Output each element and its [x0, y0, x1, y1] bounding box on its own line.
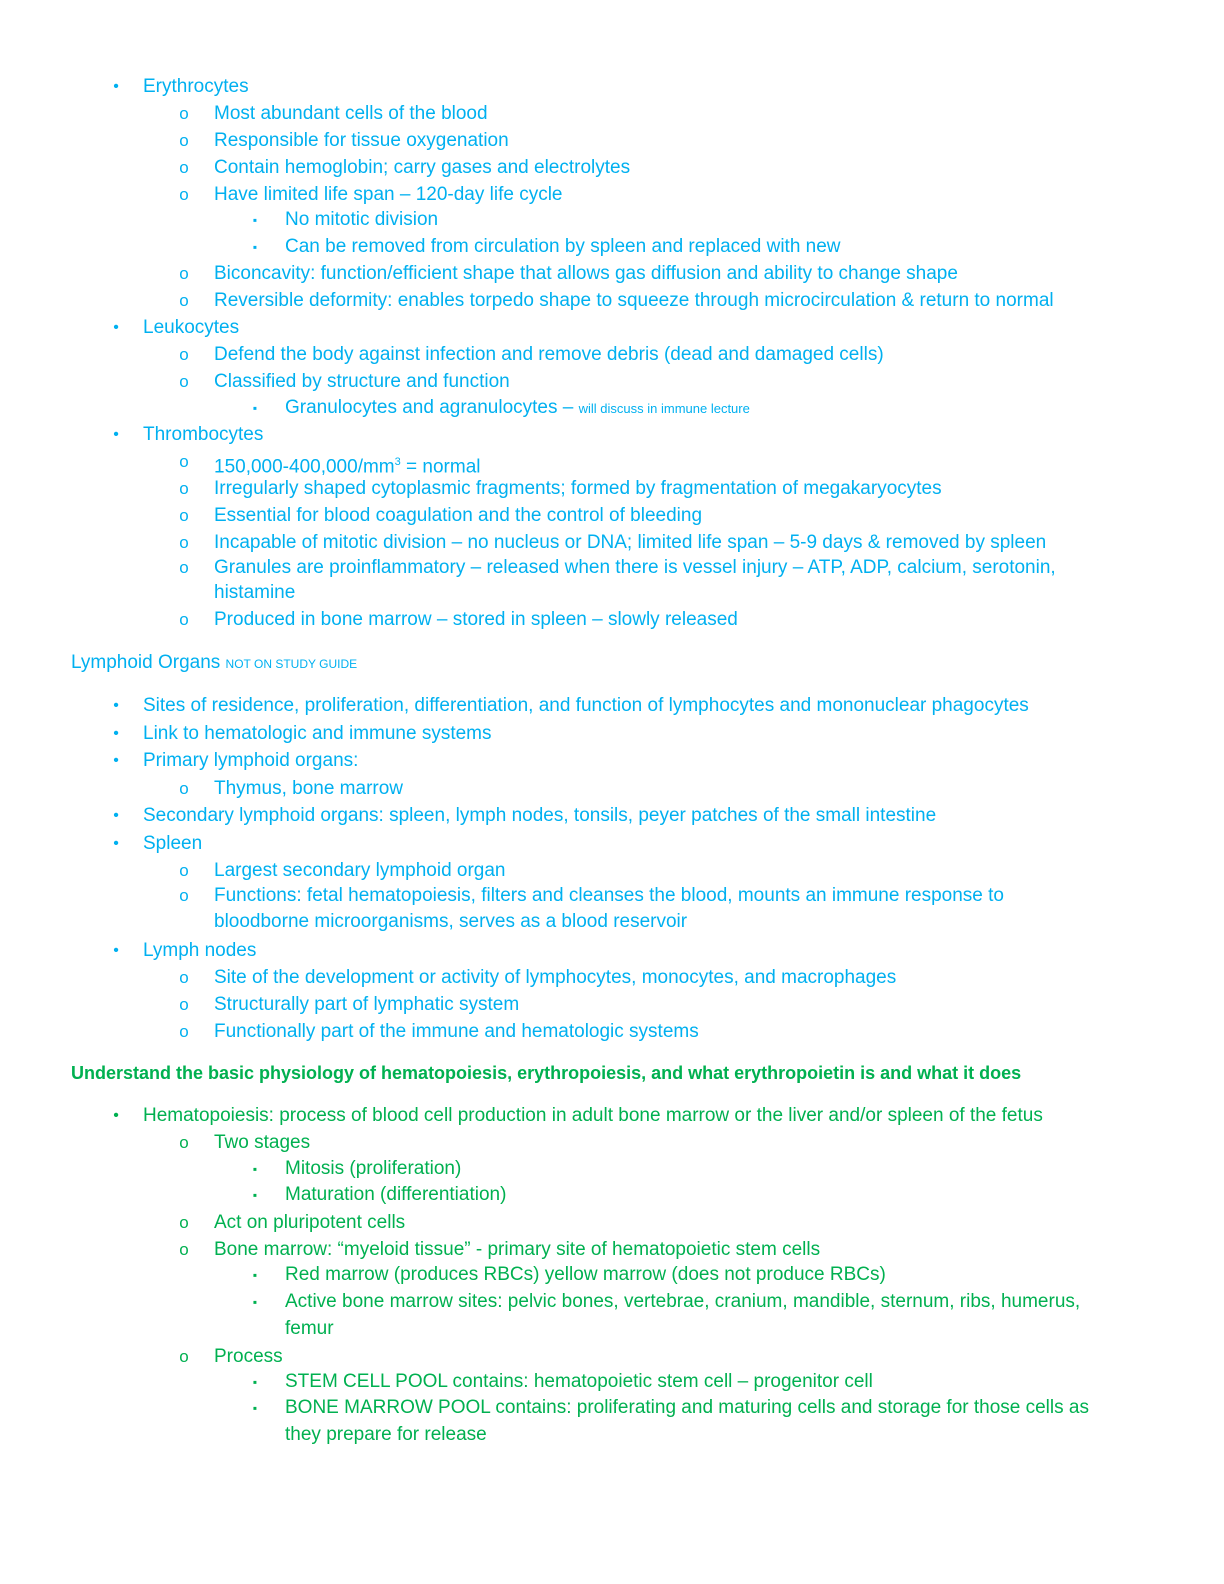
circle-bullet-icon: o — [179, 264, 189, 283]
circle-bullet-icon: o — [179, 345, 189, 364]
square-bullet-icon: ▪ — [252, 1375, 258, 1389]
square-bullet-icon: ▪ — [252, 1268, 258, 1282]
bullet-icon: • — [113, 426, 119, 443]
square-bullet-icon: ▪ — [252, 1162, 258, 1176]
circle-bullet-icon: o — [179, 131, 189, 150]
circle-bullet-icon: o — [179, 995, 189, 1014]
circle-bullet-icon: o — [179, 533, 189, 552]
lecture-note: will discuss in immune lecture — [578, 401, 750, 416]
bullet-icon: • — [113, 78, 119, 95]
circle-bullet-icon: o — [179, 291, 189, 310]
bullet-icon: • — [113, 697, 119, 714]
circle-bullet-icon: o — [179, 185, 189, 204]
bullet-icon: • — [113, 319, 119, 336]
circle-bullet-icon: o — [179, 1240, 189, 1259]
document-page: • Erythrocytes o Most abundant cells of the blood o Responsible for tissue oxygenation o Contain hemoglobin; carry gases and electrolytes o Have limited life span – 120-day life cycle ▪ No mitotic division ▪ Can be removed from circulation by spleen and replaced with new o Biconcavity: function/efficient shape that allows gas diffusion and ability to change shape o Reversible deformity: enables torpedo shape to squeeze through microcirculation & return to normal • Leukocytes o Defend the body against infection and remove debris (dead and damaged cells) o Classified by structure and function ▪ Granulocytes and agranulocytes – will discuss in immune lecture • Thrombocytes o $150,000-400,000/mm^3$ = normal o Irregularly shaped cytoplasmic fragments; formed by fragmentation of megakaryocytes o Essential for blood coagulation and the control of bleeding o Incapable of mitotic division – no nucleus or DNA; limited life span – 5-9 days & removed by spleen o Granules are proinflammatory – released when there is vessel injury – ATP, ADP, calcium, serotonin, histamine o Produced in bone marrow – stored in spleen – slowly released Lymphoid Organs NOT ON STUDY GUIDE • Sites of residence, proliferation, differentiation, and function of lymphocytes and mononuclear phagocytes • Link to hematologic and immune systems • Primary lymphoid organs: o Thymus, bone marrow • Secondary lymphoid organs: spleen, lymph nodes, tonsils, peyer patches of the small intestine • Spleen o Largest secondary lymphoid organ o Functions: fetal hematopoiesis, filters and cleanses the blood, mounts an immune response to bloodborne microorganisms, serves as a blood reservoir • Lymph nodes o Site of the development or activity of lymphocytes, monocytes, and macrophages o Structurally part of lymphatic system o Functionally part of the immune and hematologic systems Understand the basic physiology of hematopoiesis, erythropoiesis, and what erythropoietin is and what it does • Hematopoiesis: process of blood cell production in adult bone marrow or the liver and/or spleen of the fetus o Two stages ▪ Mitosis (proliferation) ▪ Maturation (differentiation) o Act on pluripotent cells o Bone marrow: “myeloid tissue” - primary site of hematopoietic stem cells ▪ Red marrow (produces RBCs) yellow marrow (does not produce RBCs) ▪ Active bone marrow sites: pelvic bones, vertebrae, cranium, mandible, sternum, ribs, humerus, femur o Process ▪ STEM CELL POOL contains: hematopoietic stem cell – progenitor cell ▪ BONE MARROW POOL contains: proliferating and maturing cells and storage for those cells as they prepare for release — [71, 76, 1089, 1445]
square-bullet-icon: ▪ — [252, 240, 258, 254]
bullet-icon: • — [113, 725, 119, 742]
circle-bullet-icon: o — [179, 1022, 189, 1041]
square-bullet-icon: ▪ — [252, 1401, 258, 1415]
bullet-icon: • — [113, 835, 119, 852]
circle-bullet-icon: o — [179, 372, 189, 391]
circle-bullet-icon: o — [179, 610, 189, 629]
circle-bullet-icon: o — [179, 558, 189, 577]
circle-bullet-icon: o — [179, 104, 189, 123]
circle-bullet-icon: o — [179, 779, 189, 798]
circle-bullet-icon: o — [179, 886, 189, 905]
square-bullet-icon: ▪ — [252, 213, 258, 227]
circle-bullet-icon: o — [179, 506, 189, 525]
circle-bullet-icon: o — [179, 452, 189, 471]
circle-bullet-icon: o — [179, 158, 189, 177]
circle-bullet-icon: o — [179, 1133, 189, 1152]
circle-bullet-icon: o — [179, 1347, 189, 1366]
study-guide-note: NOT ON STUDY GUIDE — [225, 657, 358, 671]
square-bullet-icon: ▪ — [252, 1295, 258, 1309]
circle-bullet-icon: o — [179, 479, 189, 498]
square-bullet-icon: ▪ — [252, 401, 258, 415]
bullet-icon: • — [113, 752, 119, 769]
circle-bullet-icon: o — [179, 968, 189, 987]
lymphoid-heading: Lymphoid Organs NOT ON STUDY GUIDE — [71, 652, 358, 673]
bullet-icon: • — [113, 807, 119, 824]
bullet-icon: • — [113, 942, 119, 959]
square-bullet-icon: ▪ — [252, 1188, 258, 1202]
circle-bullet-icon: o — [179, 861, 189, 880]
bullet-icon: • — [113, 1107, 119, 1124]
hematopoiesis-heading: Understand the basic physiology of hematopoiesis, erythropoiesis, and what erythropoietin is and what it does — [71, 1063, 1022, 1083]
circle-bullet-icon: o — [179, 1213, 189, 1232]
